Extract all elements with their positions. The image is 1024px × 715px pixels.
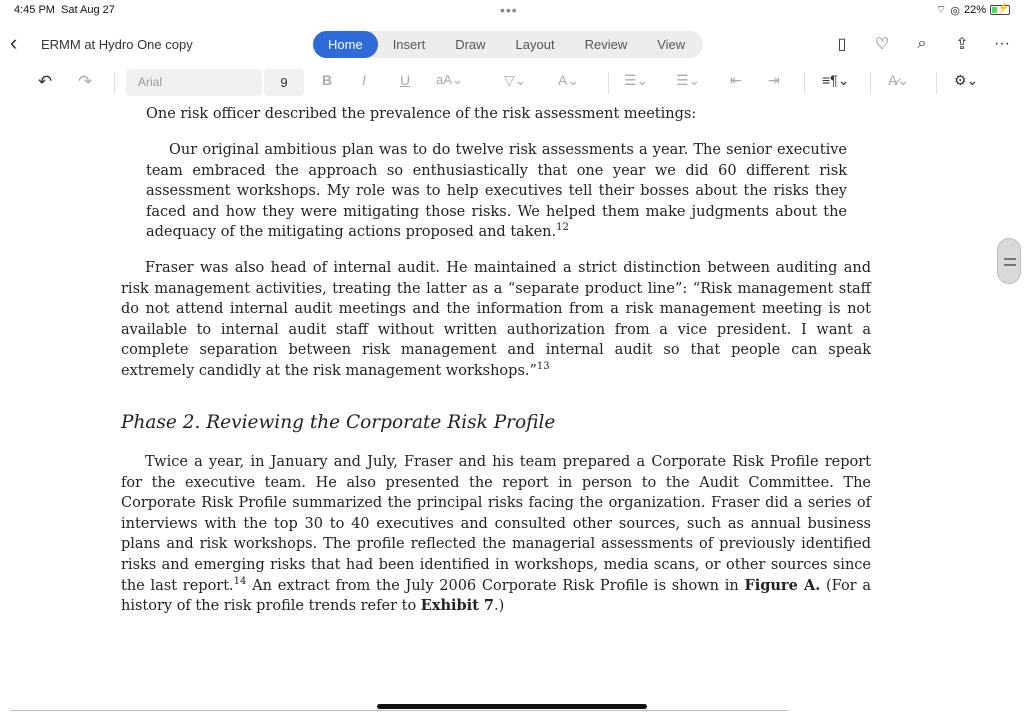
bullets-icon[interactable]: ☰⌄	[624, 72, 649, 88]
tab-review[interactable]: Review	[584, 37, 628, 52]
font-color-icon[interactable]: A⌄	[558, 72, 580, 88]
document-page[interactable]	[0, 100, 1024, 715]
footnote-12: 12	[556, 222, 569, 234]
tab-insert[interactable]: Insert	[392, 37, 426, 52]
battery-icon: ⚡	[990, 5, 1010, 15]
paragraph-risk-profile: Twice a year, in January and July, Fraser and his team prepared a Corporate Risk Profile report for the executive team. He also presented the report in person to the Audit Committee. The Corporate Risk Profile summarized the principal risks facing the organization. Fraser did a series of interviews with the top 30 to 40 executives and consulted other sources, such as annual business plans and risk workshops. The profile reflected the managerial assessments of previously identified risks and emerging risks that had been identified in workshops, media scans, or other sources since the last report.$^{14}$ An extract from the July 2006 Corporate Risk Profile is shown in Figure A. (For a history of the risk profile trends refer to Exhibit 7.)	[121, 454, 871, 615]
tab-draw[interactable]: Draw	[455, 37, 486, 52]
paragraph-fraser-audit-text: Fraser was also head of internal audit. He maintained a strict distinction between auditing and risk management activities, treating the latter as a “separate product line”: “Risk management staff do not attend internal audit meetings and the information from a risk management meeting is not available to internal audit staff without written authorization from a vice president. I want a complete separation between risk management and internal audit so that people can speak extremely candidly at the risk management workshops.”	[121, 260, 871, 379]
status-time: 4:45 PM Sat Aug 27	[14, 4, 115, 16]
wifi-icon: ⌔	[936, 4, 947, 16]
text-case-icon[interactable]: aA⌄	[436, 72, 463, 87]
scroll-handle[interactable]	[997, 238, 1021, 284]
numbering-icon[interactable]: ☰⌄	[676, 72, 701, 88]
tab-view[interactable]: View	[657, 37, 686, 52]
increase-indent-icon[interactable]: ⇥	[768, 72, 780, 88]
page-divider	[10, 710, 788, 711]
search-icon[interactable]: ⌕	[917, 35, 927, 52]
tab-home[interactable]: Home	[313, 31, 378, 58]
back-chevron-icon[interactable]: ‹	[10, 30, 18, 55]
header-actions	[832, 34, 1012, 54]
more-icon[interactable]: ···	[994, 35, 1010, 52]
underline-icon[interactable]: U	[400, 72, 411, 88]
exhibit-7-reference: Exhibit 7	[420, 597, 495, 615]
tab-layout[interactable]: Layout	[515, 37, 555, 52]
settings-brush-icon[interactable]: ⚙⌄	[954, 72, 979, 88]
paragraph-fraser-audit	[121, 258, 871, 382]
styles-icon[interactable]: A̷⌄	[888, 72, 910, 88]
figure-a-reference: Figure A.	[744, 576, 821, 594]
status-right	[936, 3, 1010, 17]
undo-icon[interactable]: ↶	[38, 72, 53, 91]
decrease-indent-icon[interactable]: ⇤	[730, 72, 742, 88]
status-date: Sat Aug 27	[61, 4, 115, 16]
mobile-view-icon[interactable]: ▯	[837, 36, 847, 53]
app-header	[0, 28, 1024, 62]
highlight-icon[interactable]: ▽⌄	[504, 72, 527, 88]
status-bar	[0, 0, 1024, 22]
section-heading: Phase 2. Reviewing the Corporate Risk Profile	[121, 412, 556, 433]
italic-icon[interactable]: I	[362, 72, 366, 88]
intro-paragraph: One risk officer described the prevalence of the risk assessment meetings:	[146, 106, 697, 122]
redo-icon[interactable]: ↷	[78, 72, 93, 91]
quote-paragraph	[146, 140, 847, 243]
multitasking-dots[interactable]: •••	[500, 2, 518, 18]
home-indicator[interactable]	[377, 704, 647, 709]
bold-icon[interactable]: B	[322, 72, 333, 88]
ribbon-tabs	[313, 31, 703, 58]
font-name-field[interactable]: Arial	[126, 69, 262, 96]
quote-text: Our original ambitious plan was to do twelve risk assessments a year. The senior executive team embraced the approach so enthusiastically that one year we did 60 different risk assessment workshops. My role was to help executives tell their bosses about the risks they faced and how they were mitigating those risks. We helped them make judgments about the adequacy of the mitigating actions proposed and taken.	[146, 142, 847, 241]
battery-percent: 22%	[963, 4, 986, 16]
share-icon[interactable]: ⇪	[955, 36, 969, 53]
font-size-field[interactable]: 9	[264, 69, 304, 96]
footnote-13: 13	[536, 361, 550, 373]
footnote-14: 14	[233, 575, 247, 587]
paragraph-mark-icon[interactable]: ≡¶⌄	[822, 72, 850, 88]
lightbulb-icon[interactable]: ♡	[874, 36, 890, 53]
location-icon: ◎	[950, 4, 960, 17]
formatting-toolbar	[0, 66, 1024, 100]
document-title[interactable]: ERMM at Hydro One copy	[41, 37, 193, 52]
